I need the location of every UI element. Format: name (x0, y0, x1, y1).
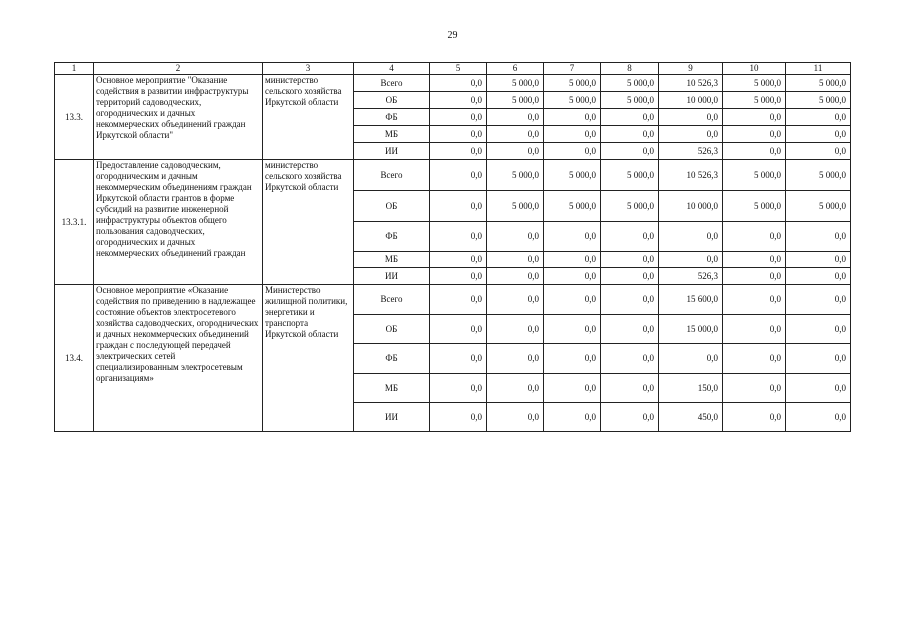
row-executor: Министерство жилищной политики, энергетики и транспорта Иркутской области (263, 285, 354, 432)
value-cell: 0,0 (544, 222, 601, 252)
funding-source: Всего (354, 285, 430, 315)
value-cell: 0,0 (659, 109, 723, 126)
value-cell: 5 000,0 (723, 92, 786, 109)
value-cell: 0,0 (786, 268, 851, 285)
value-cell: 0,0 (601, 374, 659, 403)
row-name: Предоставление садоводческим, огородническим и дачным некоммерческим объединениям граждан Иркутской области грантов в форме субсидий на развитие инженерной инфраструктуры объектов общего пользования садоводческих, огороднических и дачных некоммерческих объединений граждан (94, 160, 263, 285)
value-cell: 0,0 (723, 315, 786, 344)
funding-source: ИИ (354, 268, 430, 285)
value-cell: 0,0 (786, 374, 851, 403)
value-cell: 0,0 (430, 403, 487, 432)
value-cell: 0,0 (487, 344, 544, 374)
value-cell: 0,0 (601, 252, 659, 268)
value-cell: 0,0 (786, 315, 851, 344)
funding-source: Всего (354, 75, 430, 92)
value-cell: 5 000,0 (544, 160, 601, 191)
value-cell: 0,0 (601, 126, 659, 143)
value-cell: 0,0 (430, 191, 487, 222)
value-cell: 0,0 (544, 315, 601, 344)
value-cell: 10 526,3 (659, 75, 723, 92)
value-cell: 0,0 (430, 75, 487, 92)
value-cell: 0,0 (601, 403, 659, 432)
row-code: 13.4. (55, 285, 94, 432)
value-cell: 0,0 (786, 143, 851, 160)
value-cell: 0,0 (430, 344, 487, 374)
funding-source: ИИ (354, 143, 430, 160)
value-cell: 0,0 (430, 315, 487, 344)
value-cell: 0,0 (544, 109, 601, 126)
value-cell: 5 000,0 (487, 75, 544, 92)
value-cell: 0,0 (487, 268, 544, 285)
value-cell: 0,0 (786, 252, 851, 268)
funding-source: ФБ (354, 344, 430, 374)
value-cell: 0,0 (487, 109, 544, 126)
funding-source: МБ (354, 252, 430, 268)
value-cell: 0,0 (723, 374, 786, 403)
funding-source: ИИ (354, 403, 430, 432)
value-cell: 0,0 (544, 374, 601, 403)
column-header: 4 (354, 63, 430, 75)
value-cell: 0,0 (601, 268, 659, 285)
header-row (55, 63, 851, 75)
value-cell: 450,0 (659, 403, 723, 432)
value-cell: 0,0 (487, 252, 544, 268)
value-cell: 0,0 (786, 344, 851, 374)
value-cell: 0,0 (601, 109, 659, 126)
column-header: 6 (487, 63, 544, 75)
page-number: 29 (447, 30, 458, 41)
value-cell: 0,0 (659, 344, 723, 374)
funding-source: ФБ (354, 222, 430, 252)
value-cell: 0,0 (544, 143, 601, 160)
value-cell: 0,0 (659, 222, 723, 252)
value-cell: 0,0 (601, 222, 659, 252)
value-cell: 526,3 (659, 143, 723, 160)
value-cell: 0,0 (786, 285, 851, 315)
column-header: 9 (659, 63, 723, 75)
value-cell: 0,0 (430, 374, 487, 403)
row-executor: министерство сельского хозяйства Иркутской области (263, 160, 354, 285)
funding-source: МБ (354, 374, 430, 403)
value-cell: 0,0 (487, 143, 544, 160)
value-cell: 0,0 (786, 222, 851, 252)
row-code: 13.3.1. (55, 160, 94, 285)
value-cell: 0,0 (430, 92, 487, 109)
value-cell: 526,3 (659, 268, 723, 285)
value-cell: 0,0 (430, 126, 487, 143)
column-header: 5 (430, 63, 487, 75)
value-cell: 0,0 (430, 222, 487, 252)
value-cell: 0,0 (487, 285, 544, 315)
table-row (55, 160, 851, 191)
value-cell: 0,0 (430, 285, 487, 315)
value-cell: 15 600,0 (659, 285, 723, 315)
value-cell: 0,0 (723, 222, 786, 252)
column-header: 1 (55, 63, 94, 75)
value-cell: 0,0 (601, 143, 659, 160)
value-cell: 0,0 (487, 126, 544, 143)
row-name: Основное мероприятие «Оказание содействия по приведению в надлежащее состояние объектов электросетевого хозяйства садоводческих, огороднических и дачных некоммерческих объединений граждан с последующей передачей электрических сетей специализированным электросетевым организациям» (94, 285, 263, 432)
funding-source: ОБ (354, 315, 430, 344)
value-cell: 0,0 (544, 403, 601, 432)
value-cell: 5 000,0 (487, 160, 544, 191)
value-cell: 5 000,0 (723, 160, 786, 191)
value-cell: 5 000,0 (601, 92, 659, 109)
value-cell: 0,0 (723, 109, 786, 126)
row-name: Основное мероприятие "Оказание содействия в развитии инфраструктуры территорий садоводческих, огороднических и дачных некоммерческих объединений граждан Иркутской области" (94, 75, 263, 160)
value-cell: 0,0 (786, 109, 851, 126)
value-cell: 5 000,0 (723, 75, 786, 92)
value-cell: 0,0 (544, 252, 601, 268)
value-cell: 5 000,0 (601, 160, 659, 191)
funding-source: ФБ (354, 109, 430, 126)
column-header: 2 (94, 63, 263, 75)
value-cell: 5 000,0 (487, 92, 544, 109)
value-cell: 0,0 (601, 315, 659, 344)
value-cell: 5 000,0 (786, 191, 851, 222)
value-cell: 5 000,0 (723, 191, 786, 222)
table-row (55, 75, 851, 92)
value-cell: 0,0 (544, 268, 601, 285)
column-header: 11 (786, 63, 851, 75)
value-cell: 5 000,0 (786, 160, 851, 191)
value-cell: 0,0 (601, 344, 659, 374)
value-cell: 5 000,0 (786, 92, 851, 109)
value-cell: 0,0 (723, 252, 786, 268)
value-cell: 0,0 (786, 403, 851, 432)
value-cell: 0,0 (601, 285, 659, 315)
value-cell: 5 000,0 (601, 191, 659, 222)
value-cell: 0,0 (723, 403, 786, 432)
value-cell: 0,0 (487, 403, 544, 432)
value-cell: 5 000,0 (544, 92, 601, 109)
value-cell: 0,0 (544, 126, 601, 143)
value-cell: 150,0 (659, 374, 723, 403)
funding-source: ОБ (354, 92, 430, 109)
value-cell: 0,0 (430, 109, 487, 126)
funding-source: МБ (354, 126, 430, 143)
value-cell: 0,0 (487, 374, 544, 403)
value-cell: 5 000,0 (544, 191, 601, 222)
budget-table (54, 62, 851, 432)
value-cell: 0,0 (659, 252, 723, 268)
table-row (55, 285, 851, 315)
value-cell: 0,0 (487, 315, 544, 344)
value-cell: 5 000,0 (601, 75, 659, 92)
value-cell: 0,0 (723, 143, 786, 160)
column-header: 3 (263, 63, 354, 75)
value-cell: 0,0 (659, 126, 723, 143)
value-cell: 0,0 (487, 222, 544, 252)
row-code: 13.3. (55, 75, 94, 160)
value-cell: 0,0 (786, 126, 851, 143)
value-cell: 15 000,0 (659, 315, 723, 344)
row-executor: министерство сельского хозяйства Иркутской области (263, 75, 354, 160)
value-cell: 10 526,3 (659, 160, 723, 191)
value-cell: 0,0 (430, 252, 487, 268)
funding-source: ОБ (354, 191, 430, 222)
value-cell: 0,0 (723, 344, 786, 374)
value-cell: 5 000,0 (487, 191, 544, 222)
value-cell: 10 000,0 (659, 191, 723, 222)
column-header: 7 (544, 63, 601, 75)
value-cell: 0,0 (723, 285, 786, 315)
value-cell: 0,0 (544, 285, 601, 315)
value-cell: 0,0 (430, 160, 487, 191)
value-cell: 0,0 (723, 126, 786, 143)
value-cell: 0,0 (723, 268, 786, 285)
value-cell: 0,0 (430, 268, 487, 285)
column-header: 8 (601, 63, 659, 75)
value-cell: 5 000,0 (544, 75, 601, 92)
value-cell: 0,0 (544, 344, 601, 374)
value-cell: 0,0 (430, 143, 487, 160)
column-header: 10 (723, 63, 786, 75)
value-cell: 5 000,0 (786, 75, 851, 92)
funding-source: Всего (354, 160, 430, 191)
value-cell: 10 000,0 (659, 92, 723, 109)
